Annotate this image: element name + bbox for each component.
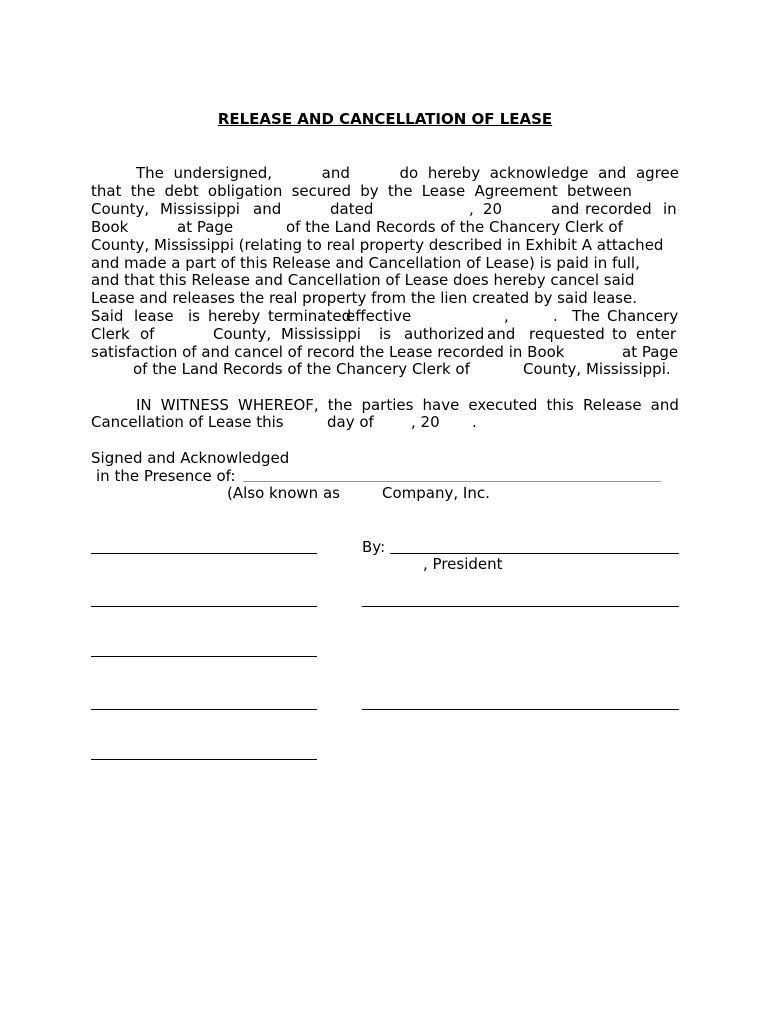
body-line-7: and that this Release and Cancellation of Lease does hereby cancel said bbox=[91, 271, 635, 289]
word: executed bbox=[468, 396, 538, 414]
word: effective bbox=[346, 307, 412, 325]
word: have bbox=[422, 396, 460, 414]
body-line-9 bbox=[91, 307, 679, 325]
word: undersigned, bbox=[173, 164, 273, 182]
word: debt bbox=[164, 182, 199, 200]
word: and bbox=[321, 164, 350, 182]
witness-signature-line-2 bbox=[91, 606, 317, 607]
word: by bbox=[360, 182, 379, 200]
word: County, bbox=[213, 325, 272, 343]
body-line-1 bbox=[136, 164, 679, 182]
word: , bbox=[504, 307, 509, 325]
word: the bbox=[387, 182, 413, 200]
word: enter bbox=[636, 325, 677, 343]
word: County, bbox=[91, 200, 150, 218]
word: hereby bbox=[427, 164, 481, 182]
body-line-2 bbox=[91, 182, 632, 200]
word: Said bbox=[91, 307, 124, 325]
word: The bbox=[572, 307, 600, 325]
signature-line-right-2 bbox=[362, 606, 679, 607]
word: obligation bbox=[207, 182, 283, 200]
word: terminated bbox=[268, 307, 352, 325]
aka-label: (Also known as bbox=[227, 484, 340, 502]
word: . bbox=[472, 413, 477, 431]
body-line-3 bbox=[91, 200, 679, 218]
body-line-10 bbox=[91, 325, 679, 343]
presence-label: in the Presence of: bbox=[96, 467, 236, 485]
word: this bbox=[546, 396, 574, 414]
word: Lease bbox=[421, 182, 466, 200]
word: in bbox=[663, 200, 677, 218]
presence-signature-line bbox=[243, 481, 661, 482]
word: Mississippi bbox=[281, 325, 361, 343]
word: hereby bbox=[208, 307, 261, 325]
word: dated bbox=[330, 200, 374, 218]
signed-acknowledged-label: Signed and Acknowledged bbox=[91, 449, 290, 467]
document-title: RELEASE AND CANCELLATION OF LEASE bbox=[217, 110, 553, 128]
word: at Page bbox=[177, 218, 234, 236]
word: authorized bbox=[404, 325, 485, 343]
word: , bbox=[469, 200, 474, 218]
witness-signature-line-1 bbox=[91, 553, 317, 554]
word: IN bbox=[136, 396, 152, 414]
word: Agreement bbox=[474, 182, 558, 200]
body-line-4 bbox=[91, 218, 679, 236]
word: 20 bbox=[483, 200, 503, 218]
word: Mississippi bbox=[160, 200, 240, 218]
word: at Page bbox=[622, 343, 679, 361]
witness-line-2 bbox=[91, 413, 679, 431]
witness-signature-line-4 bbox=[91, 709, 317, 710]
word: The bbox=[136, 164, 164, 182]
word: recorded bbox=[585, 200, 652, 218]
body-line-6: and made a part of this Release and Cancellation of Lease) is paid in full, bbox=[91, 254, 640, 272]
word: day of bbox=[327, 413, 374, 431]
word: and bbox=[650, 396, 679, 414]
by-label: By: bbox=[362, 538, 386, 556]
word: between bbox=[567, 182, 632, 200]
word: is bbox=[379, 325, 391, 343]
word: of bbox=[140, 325, 155, 343]
body-line-8: Lease and releases the real property from the lien created by said lease. bbox=[91, 289, 637, 307]
witness-signature-line-5 bbox=[91, 759, 317, 760]
word: Release bbox=[582, 396, 642, 414]
word: and bbox=[487, 325, 516, 343]
word: satisfaction of and cancel of record the Lease recorded in Book bbox=[91, 343, 565, 361]
word: of the Land Records of the Chancery Clerk of bbox=[133, 360, 470, 378]
word: the bbox=[130, 182, 156, 200]
body-line-11 bbox=[91, 343, 679, 361]
word: do bbox=[399, 164, 419, 182]
witness-signature-line-3 bbox=[91, 656, 317, 657]
word: Clerk bbox=[91, 325, 130, 343]
word: Book bbox=[91, 218, 129, 236]
word: Chancery bbox=[607, 307, 679, 325]
word: lease bbox=[134, 307, 174, 325]
word: that bbox=[91, 182, 122, 200]
company-label: Company, Inc. bbox=[382, 484, 490, 502]
president-label: , President bbox=[423, 555, 503, 573]
word: WHEREOF, bbox=[237, 396, 319, 414]
witness-line-1 bbox=[136, 396, 679, 414]
word: , 20 bbox=[411, 413, 440, 431]
word: and bbox=[253, 200, 282, 218]
signature-line-right-3 bbox=[362, 709, 679, 710]
word: of the Land Records of the Chancery Clerk of bbox=[286, 218, 623, 236]
word: is bbox=[188, 307, 200, 325]
by-signature-line bbox=[390, 553, 679, 554]
word: WITNESS bbox=[160, 396, 229, 414]
word: Cancellation of Lease this bbox=[91, 413, 284, 431]
word: County, Mississippi. bbox=[523, 360, 671, 378]
word: agree bbox=[635, 164, 679, 182]
word: and bbox=[598, 164, 627, 182]
word: parties bbox=[361, 396, 414, 414]
word: to bbox=[612, 325, 628, 343]
word: . bbox=[553, 307, 558, 325]
body-line-12 bbox=[91, 360, 679, 378]
word: and bbox=[551, 200, 580, 218]
word: acknowledge bbox=[489, 164, 589, 182]
word: requested bbox=[529, 325, 605, 343]
word: the bbox=[327, 396, 353, 414]
word: secured bbox=[291, 182, 351, 200]
body-line-5: County, Mississippi (relating to real property described in Exhibit A attached bbox=[91, 236, 664, 254]
